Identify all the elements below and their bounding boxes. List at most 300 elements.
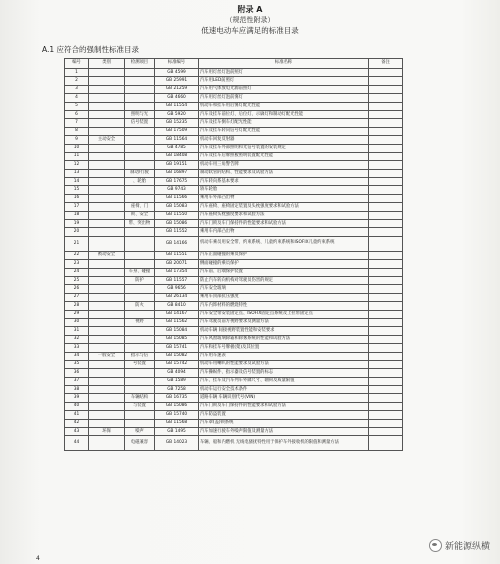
row-remark	[369, 85, 403, 93]
table-row	[65, 419, 403, 427]
row-no: 41	[65, 411, 89, 419]
row-standard-name: 汽车转向系基本要求	[199, 178, 369, 186]
row-standard-no: GB 11554	[155, 102, 199, 110]
row-standard-no: GB 1495	[155, 428, 199, 436]
row-category	[89, 85, 125, 93]
row-remark	[369, 94, 403, 102]
row-standard-name: 机动车辆 间接视野装置性能和安装要求	[199, 327, 369, 335]
row-test-item	[125, 228, 155, 236]
row-remark	[369, 203, 403, 211]
row-standard-name: 乘用车内部凸出物	[199, 228, 369, 236]
table-row	[65, 369, 403, 377]
row-no: 2	[65, 77, 89, 85]
row-test-item: 指示与信	[125, 352, 155, 360]
row-test-item	[125, 327, 155, 335]
row-no: 39	[65, 394, 89, 402]
row-standard-name: 机动车乘员用安全带、约束系统、儿童约束系统和ISOFIX儿童约束系统	[199, 236, 369, 251]
row-remark	[369, 293, 403, 301]
table-row	[65, 327, 403, 335]
row-category	[89, 161, 125, 169]
row-test-item: 防火	[125, 302, 155, 310]
watermark	[429, 539, 490, 552]
row-standard-name: 机动车用喇叭的性能要求及试验方法	[199, 360, 369, 368]
row-test-item	[125, 293, 155, 301]
row-test-item	[125, 136, 155, 144]
table-row	[65, 394, 403, 402]
row-remark	[369, 220, 403, 228]
row-category	[89, 344, 125, 352]
row-test-item	[125, 186, 155, 194]
row-remark	[369, 236, 403, 251]
row-category	[89, 276, 125, 284]
row-no: 25	[65, 276, 89, 284]
row-test-item: 车身、碰撞	[125, 268, 155, 276]
row-standard-no: GB 1589	[155, 377, 199, 385]
row-category	[89, 119, 125, 127]
row-standard-no: GB 9656	[155, 285, 199, 293]
row-no: 21	[65, 236, 89, 251]
row-standard-no: GB 8410	[155, 302, 199, 310]
row-standard-no: GB 16897	[155, 169, 199, 177]
header-test-item: 检测项目	[125, 59, 155, 69]
row-remark	[369, 102, 403, 110]
row-standard-name: 汽车驾驶员前方视野要求及测量方法	[199, 318, 369, 326]
table-row	[65, 377, 403, 385]
table-row	[65, 268, 403, 276]
row-test-item: 照明与光	[125, 110, 155, 118]
row-test-item	[125, 94, 155, 102]
row-standard-no: GB 20071	[155, 260, 199, 268]
table-row	[65, 251, 403, 259]
row-no: 10	[65, 144, 89, 152]
row-standard-name: 车辆、船和内燃机 无线电骚扰特性用于保护车外接收机的限值和测量方法	[199, 436, 369, 451]
row-remark	[369, 428, 403, 436]
row-test-item	[125, 260, 155, 268]
row-standard-name: 防止汽车转向机构对驾驶员伤害的规定	[199, 276, 369, 284]
row-remark	[369, 228, 403, 236]
row-standard-no: GB 26134	[155, 293, 199, 301]
row-no: 4	[65, 94, 89, 102]
table-row	[65, 302, 403, 310]
row-category	[89, 186, 125, 194]
row-category	[89, 377, 125, 385]
row-no: 8	[65, 127, 89, 135]
table-row	[65, 119, 403, 127]
row-no: 20	[65, 228, 89, 236]
row-standard-name: 汽车、挂车及汽车列车外廓尺寸、轴荷及质量限值	[199, 377, 369, 385]
row-category	[89, 302, 125, 310]
row-no: 9	[65, 136, 89, 144]
row-standard-name: 汽车门锁及车门保持件的性能要求和试验方法	[199, 402, 369, 410]
row-standard-name: 汽车用灯丝灯泡前雾灯	[199, 94, 369, 102]
row-test-item	[125, 411, 155, 419]
table-row	[65, 436, 403, 451]
wechat-icon	[429, 539, 442, 552]
row-category	[89, 178, 125, 186]
row-standard-name: 乘用车外部凸出物	[199, 194, 369, 202]
row-test-item	[125, 386, 155, 394]
table-row	[65, 386, 403, 394]
appendix-title: 低速电动车应满足的标准目录	[201, 26, 299, 35]
row-standard-no: GB 15741	[155, 344, 199, 352]
row-remark	[369, 352, 403, 360]
table-row	[65, 293, 403, 301]
row-standard-name: 汽车前、后端保护装置	[199, 268, 369, 276]
row-standard-name: 汽车和挂车号牌板(架)及其位置	[199, 344, 369, 352]
row-category	[89, 69, 125, 77]
section-title: A.1 应符合的强制性标准目录	[42, 45, 140, 54]
row-no: 1	[65, 69, 89, 77]
row-remark	[369, 276, 403, 284]
row-no: 33	[65, 344, 89, 352]
row-no: 22	[65, 251, 89, 259]
row-no: 36	[65, 369, 89, 377]
row-category	[89, 102, 125, 110]
row-remark	[369, 386, 403, 394]
row-standard-no: GB 11550	[155, 211, 199, 219]
table-row	[65, 169, 403, 177]
row-standard-name: 机动车运行安全技术条件	[199, 386, 369, 394]
row-remark	[369, 318, 403, 326]
row-remark	[369, 144, 403, 152]
row-no: 30	[65, 318, 89, 326]
row-test-item	[125, 236, 155, 251]
row-category: 一般安全	[89, 352, 125, 360]
row-category	[89, 436, 125, 451]
table-row	[65, 186, 403, 194]
row-standard-name: 汽车及挂车转向信号灯配光性能	[199, 127, 369, 135]
table-row	[65, 85, 403, 93]
row-test-item: 视野	[125, 318, 155, 326]
row-standard-name: 乘用车顶部抗压强度	[199, 293, 369, 301]
row-standard-name: 侧面碰撞的乘员保护	[199, 260, 369, 268]
watermark-text: 新能源纵横	[444, 542, 490, 552]
row-standard-no: GB 16735	[155, 394, 199, 402]
row-standard-name: 制动软管的结构、性能要求及试验方法	[199, 169, 369, 177]
row-no: 6	[65, 110, 89, 118]
row-no: 40	[65, 402, 89, 410]
row-test-item	[125, 161, 155, 169]
row-category: 环保	[89, 428, 125, 436]
row-category	[89, 260, 125, 268]
row-standard-name: 汽车安全玻璃	[199, 285, 369, 293]
row-test-item: 带、突出物	[125, 220, 155, 228]
table-row	[65, 110, 403, 118]
row-test-item	[125, 102, 155, 110]
row-standard-no: GB 9743	[155, 186, 199, 194]
table-row	[65, 335, 403, 343]
row-standard-name: 汽车及挂车倒车灯配光性能	[199, 119, 369, 127]
row-standard-name: 汽车用LED前照灯	[199, 77, 369, 85]
row-standard-no: GB 25991	[155, 77, 199, 85]
table-row	[65, 402, 403, 410]
row-standard-name: 汽车防盗装置	[199, 411, 369, 419]
row-standard-no: GB 11566	[155, 194, 199, 202]
row-category: 被动安全	[89, 251, 125, 259]
row-category	[89, 419, 125, 427]
row-standard-no: GB 19151	[155, 161, 199, 169]
row-no: 28	[65, 302, 89, 310]
row-remark	[369, 377, 403, 385]
row-standard-no: GB 4785	[155, 144, 199, 152]
row-standard-name: 汽车正面碰撞的乘员保护	[199, 251, 369, 259]
row-standard-no: GB 4599	[155, 69, 199, 77]
row-standard-no: GB 11568	[155, 419, 199, 427]
row-test-item: 电磁兼容	[125, 436, 155, 451]
row-no: 26	[65, 285, 89, 293]
row-remark	[369, 169, 403, 177]
row-standard-name: 汽车门锁及车门保持件的性能要求和试验方法	[199, 220, 369, 228]
table-row	[65, 352, 403, 360]
table-row	[65, 318, 403, 326]
table-row	[65, 285, 403, 293]
table-row	[65, 411, 403, 419]
row-no: 24	[65, 268, 89, 276]
row-test-item: 座椅、门	[125, 203, 155, 211]
row-standard-name: 汽车操纵件、指示器及信号装置的标志	[199, 369, 369, 377]
row-category	[89, 318, 125, 326]
row-test-item	[125, 377, 155, 385]
table-row	[65, 344, 403, 352]
row-standard-name: 汽车及挂车外部照明和光信号装置的安装规定	[199, 144, 369, 152]
row-test-item	[125, 127, 155, 135]
row-standard-name: 道路车辆 车辆识别代号(VIN)	[199, 394, 369, 402]
row-standard-no: GB 4094	[155, 369, 199, 377]
row-standard-name: 机动车用三角警告牌	[199, 161, 369, 169]
row-remark	[369, 119, 403, 127]
row-standard-name: 汽车座椅头枕强度要求和试验方法	[199, 211, 369, 219]
row-category	[89, 327, 125, 335]
row-test-item	[125, 77, 155, 85]
row-remark	[369, 77, 403, 85]
row-category	[89, 211, 125, 219]
row-standard-name: 汽车安全带安装固定点、ISOFIX固定点系统及上拉带固定点	[199, 310, 369, 318]
row-standard-no: GB 11552	[155, 228, 199, 236]
row-standard-no: GB 5920	[155, 110, 199, 118]
row-no: 11	[65, 152, 89, 160]
row-remark	[369, 411, 403, 419]
table-row	[65, 144, 403, 152]
row-remark	[369, 152, 403, 160]
row-standard-no: GB 14023	[155, 436, 199, 451]
row-no: 44	[65, 436, 89, 451]
row-test-item	[125, 152, 155, 160]
table-row	[65, 77, 403, 85]
row-remark	[369, 360, 403, 368]
row-category	[89, 127, 125, 135]
table-row	[65, 260, 403, 268]
row-no: 42	[65, 419, 89, 427]
row-no: 32	[65, 335, 89, 343]
header-remark: 备注	[369, 59, 403, 69]
row-standard-no: GB 4660	[155, 94, 199, 102]
table-row	[65, 211, 403, 219]
row-no: 19	[65, 220, 89, 228]
row-category	[89, 369, 125, 377]
row-category	[89, 335, 125, 343]
table-row	[65, 428, 403, 436]
row-test-item: 防护	[125, 276, 155, 284]
row-standard-name: 汽车加速行驶车外噪声限值及测量方法	[199, 428, 369, 436]
row-test-item	[125, 69, 155, 77]
row-standard-no: GB 7258	[155, 386, 199, 394]
row-category	[89, 110, 125, 118]
row-standard-name: 汽车及挂车前位灯、后位灯、示廓灯和制动灯配光性能	[199, 110, 369, 118]
row-standard-name: 汽车用灯丝灯泡前照灯	[199, 69, 369, 77]
row-category	[89, 194, 125, 202]
row-standard-no: GB 15082	[155, 352, 199, 360]
row-standard-no: GB 14166	[155, 236, 199, 251]
row-remark	[369, 136, 403, 144]
row-category	[89, 386, 125, 394]
row-no: 18	[65, 211, 89, 219]
row-standard-no: GB 17509	[155, 127, 199, 135]
row-remark	[369, 344, 403, 352]
row-test-item: 号装置	[125, 360, 155, 368]
row-standard-no: GB 15740	[155, 411, 199, 419]
row-category: 主动安全	[89, 136, 125, 144]
row-standard-no: GB 18408	[155, 152, 199, 160]
row-test-item	[125, 335, 155, 343]
row-standard-no: GB 17354	[155, 268, 199, 276]
row-remark	[369, 161, 403, 169]
table-row	[65, 152, 403, 160]
row-no: 35	[65, 360, 89, 368]
row-category	[89, 394, 125, 402]
row-test-item: 、轮胎	[125, 178, 155, 186]
row-remark	[369, 110, 403, 118]
row-standard-no: GB 11551	[155, 251, 199, 259]
header-category: 类别	[89, 59, 125, 69]
row-remark	[369, 268, 403, 276]
row-category	[89, 411, 125, 419]
row-standard-no: GB 11564	[155, 136, 199, 144]
row-standard-name: 汽车用车速表	[199, 352, 369, 360]
row-test-item	[125, 369, 155, 377]
table-row	[65, 360, 403, 368]
row-no: 31	[65, 327, 89, 335]
row-test-item: 信号装置	[125, 119, 155, 127]
row-standard-name: 汽车罩(盖)锁系统	[199, 419, 369, 427]
row-no: 16	[65, 194, 89, 202]
row-remark	[369, 327, 403, 335]
row-no: 43	[65, 428, 89, 436]
row-remark	[369, 211, 403, 219]
row-remark	[369, 69, 403, 77]
row-remark	[369, 178, 403, 186]
row-remark	[369, 186, 403, 194]
row-remark	[369, 394, 403, 402]
row-no: 34	[65, 352, 89, 360]
row-test-item	[125, 251, 155, 259]
row-category	[89, 220, 125, 228]
row-category	[89, 360, 125, 368]
standards-table	[64, 58, 403, 451]
row-test-item	[125, 344, 155, 352]
row-category	[89, 285, 125, 293]
row-no: 23	[65, 260, 89, 268]
row-standard-name: 轿车轮胎	[199, 186, 369, 194]
row-category	[89, 236, 125, 251]
row-category	[89, 402, 125, 410]
row-remark	[369, 335, 403, 343]
row-standard-name: 机动车回复反射器	[199, 136, 369, 144]
row-no: 12	[65, 161, 89, 169]
header-standard-no: 标准编号	[155, 59, 199, 69]
row-remark	[369, 436, 403, 451]
row-test-item	[125, 310, 155, 318]
row-category	[89, 228, 125, 236]
table-row	[65, 276, 403, 284]
row-standard-no: GB 11557	[155, 276, 199, 284]
row-remark	[369, 419, 403, 427]
table-row	[65, 69, 403, 77]
row-category	[89, 169, 125, 177]
row-category	[89, 310, 125, 318]
row-no: 5	[65, 102, 89, 110]
row-test-item: 与装置	[125, 402, 155, 410]
row-no: 15	[65, 186, 89, 194]
row-no: 17	[65, 203, 89, 211]
row-no: 27	[65, 293, 89, 301]
row-standard-name: 汽车内饰材料的燃烧特性	[199, 302, 369, 310]
table-row	[65, 236, 403, 251]
row-no: 3	[65, 85, 89, 93]
row-no: 29	[65, 310, 89, 318]
table-row	[65, 203, 403, 211]
row-category	[89, 94, 125, 102]
row-no: 38	[65, 386, 89, 394]
table-row	[65, 178, 403, 186]
row-remark	[369, 260, 403, 268]
row-standard-no: GB 14167	[155, 310, 199, 318]
row-no: 13	[65, 169, 89, 177]
row-standard-no: GB 15742	[155, 360, 199, 368]
row-standard-no: GB 15084	[155, 327, 199, 335]
row-standard-name: 机动车和挂车用后雾灯配光性能	[199, 102, 369, 110]
header-no: 编号	[65, 59, 89, 69]
row-test-item: 噪声	[125, 428, 155, 436]
row-remark	[369, 194, 403, 202]
appendix-label: 附录 A	[237, 5, 263, 14]
table-row	[65, 194, 403, 202]
row-standard-no: GB 15086	[155, 220, 199, 228]
row-test-item	[125, 194, 155, 202]
table-row	[65, 220, 403, 228]
appendix-note: （规范性附录）	[225, 16, 275, 24]
row-standard-no: GB 15083	[155, 203, 199, 211]
row-remark	[369, 251, 403, 259]
row-standard-name: 汽车座椅、座椅固定装置及头枕强度要求和试验方法	[199, 203, 369, 211]
row-test-item: 锁、安全	[125, 211, 155, 219]
row-standard-name: 汽车风窗玻璃除霜和除雾系统的性能和试验方法	[199, 335, 369, 343]
table-row	[65, 94, 403, 102]
row-standard-no: GB 11562	[155, 318, 199, 326]
row-standard-no: GB 17675	[155, 178, 199, 186]
row-standard-no: GB 15235	[155, 119, 199, 127]
row-category	[89, 203, 125, 211]
row-standard-name: 汽车及挂车后牌照板照明装置配光性能	[199, 152, 369, 160]
page-number: 4	[36, 555, 40, 562]
row-no: 37	[65, 377, 89, 385]
row-remark	[369, 402, 403, 410]
table-row	[65, 161, 403, 169]
row-category	[89, 152, 125, 160]
row-remark	[369, 285, 403, 293]
row-test-item	[125, 144, 155, 152]
table-row	[65, 102, 403, 110]
row-standard-no: GB 21259	[155, 85, 199, 93]
